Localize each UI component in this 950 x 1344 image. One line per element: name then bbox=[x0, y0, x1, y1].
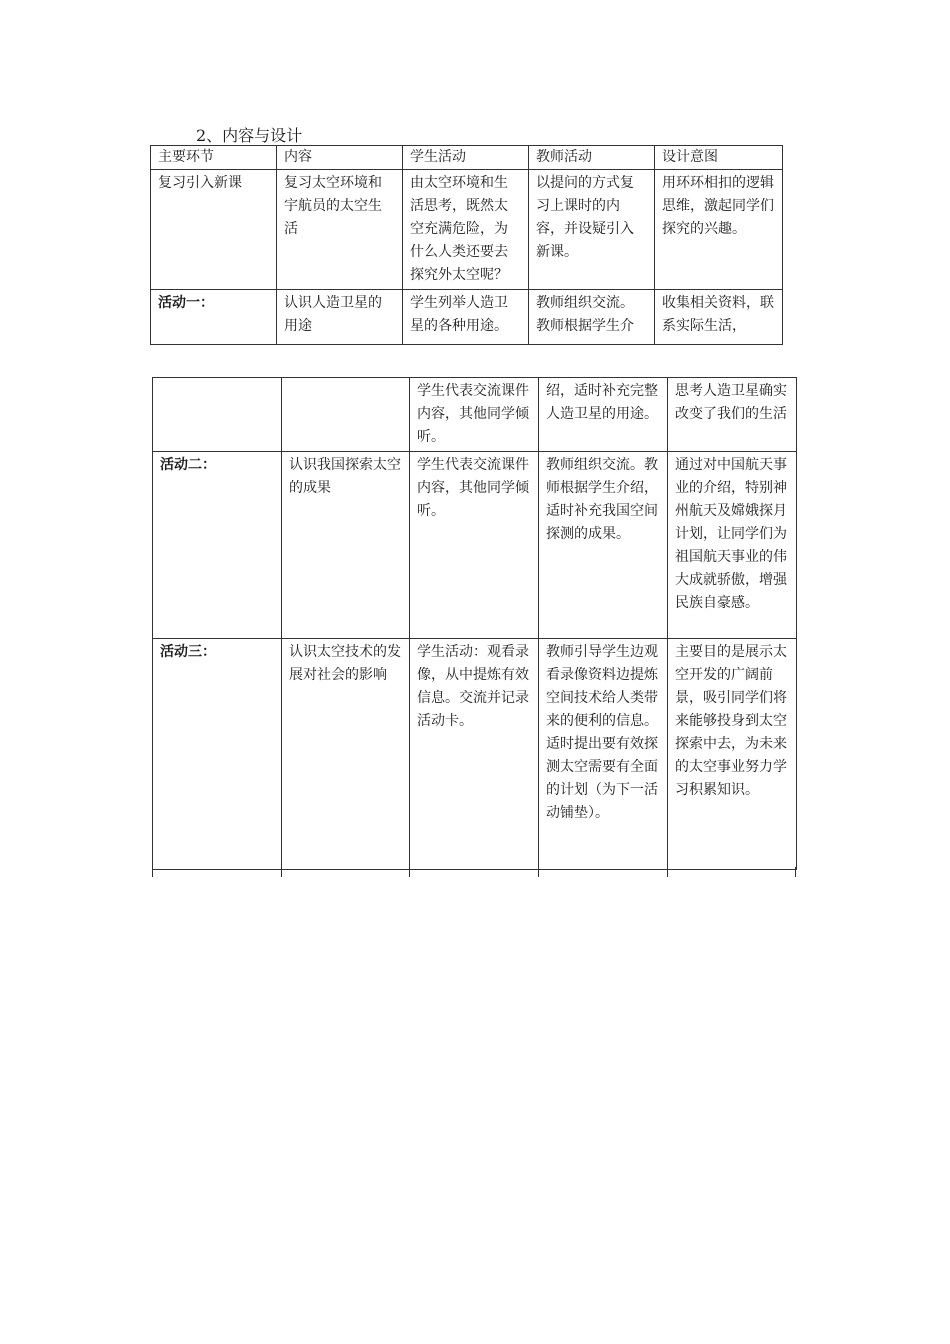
table-cell: 认识人造卫星的用途 bbox=[277, 290, 403, 345]
table-cell: 认识我国探索太空的成果 bbox=[282, 452, 410, 639]
table-cell: 主要目的是展示太空开发的广阔前景，吸引同学们将来能够投身到太空探索中去，为未来的太空事业努力学习积累知识。 bbox=[668, 639, 797, 870]
table-cell: 以提问的方式复习上课时的内容，并设疑引入新课。 bbox=[529, 170, 655, 290]
table-cell: 活动三： bbox=[153, 639, 282, 870]
table-cell: 活动二： bbox=[153, 452, 282, 639]
section-heading: 2、内容与设计 bbox=[196, 126, 303, 145]
table-row bbox=[151, 170, 783, 290]
table-cell: 教师组织交流。教师根据学生介绍，适时补充我国空间探测的成果。 bbox=[539, 452, 668, 639]
table-row bbox=[151, 290, 783, 345]
lesson-design-table-continued bbox=[152, 377, 797, 870]
header-cell: 学生活动 bbox=[403, 146, 529, 170]
table-cell: 学生列举人造卫星的各种用途。 bbox=[403, 290, 529, 345]
table-cell: 绍，适时补充完整人造卫星的用途。 bbox=[539, 378, 668, 452]
table-cell: 教师引导学生边观看录像资料边提炼空间技术给人类带来的便利的信息。适时提出要有效探测太空需要有全面的计划（为下一活动铺垫）。 bbox=[539, 639, 668, 870]
table-cell: 复习太空环境和宇航员的太空生活 bbox=[277, 170, 403, 290]
table-row bbox=[153, 639, 797, 870]
table-cell: 活动一： bbox=[151, 290, 277, 345]
header-cell: 主要环节 bbox=[151, 146, 277, 170]
table-continuation-lines bbox=[152, 867, 796, 877]
table-cell: 通过对中国航天事业的介绍，特别神州航天及嫦娥探月计划，让同学们为祖国航天事业的伟大成就骄傲，增强民族自豪感。 bbox=[668, 452, 797, 639]
header-cell: 内容 bbox=[277, 146, 403, 170]
table-cell: 由太空环境和生活思考，既然太空充满危险，为什么人类还要去探究外太空呢？ bbox=[403, 170, 529, 290]
table-cell: 收集相关资料，联系实际生活， bbox=[655, 290, 783, 345]
table-cell: 学生代表交流课件内容，其他同学倾听。 bbox=[410, 378, 539, 452]
header-cell: 设计意图 bbox=[655, 146, 783, 170]
table-cell: 思考人造卫星确实改变了我们的生活 bbox=[668, 378, 797, 452]
table-cell: 教师组织交流。教师根据学生介 bbox=[529, 290, 655, 345]
table-cell bbox=[153, 378, 282, 452]
table-cell: 学生代表交流课件内容，其他同学倾听。 bbox=[410, 452, 539, 639]
table-cell: 学生活动：观看录像，从中提炼有效信息。交流并记录活动卡。 bbox=[410, 639, 539, 870]
table-header-row bbox=[151, 146, 783, 170]
table-cell: 认识太空技术的发展对社会的影响 bbox=[282, 639, 410, 870]
table-cell bbox=[282, 378, 410, 452]
table-row bbox=[153, 378, 797, 452]
lesson-design-table bbox=[150, 145, 783, 345]
table-row bbox=[153, 452, 797, 639]
table-cell: 复习引入新课 bbox=[151, 170, 277, 290]
header-cell: 教师活动 bbox=[529, 146, 655, 170]
table-cell: 用环环相扣的逻辑思维，激起同学们探究的兴趣。 bbox=[655, 170, 783, 290]
